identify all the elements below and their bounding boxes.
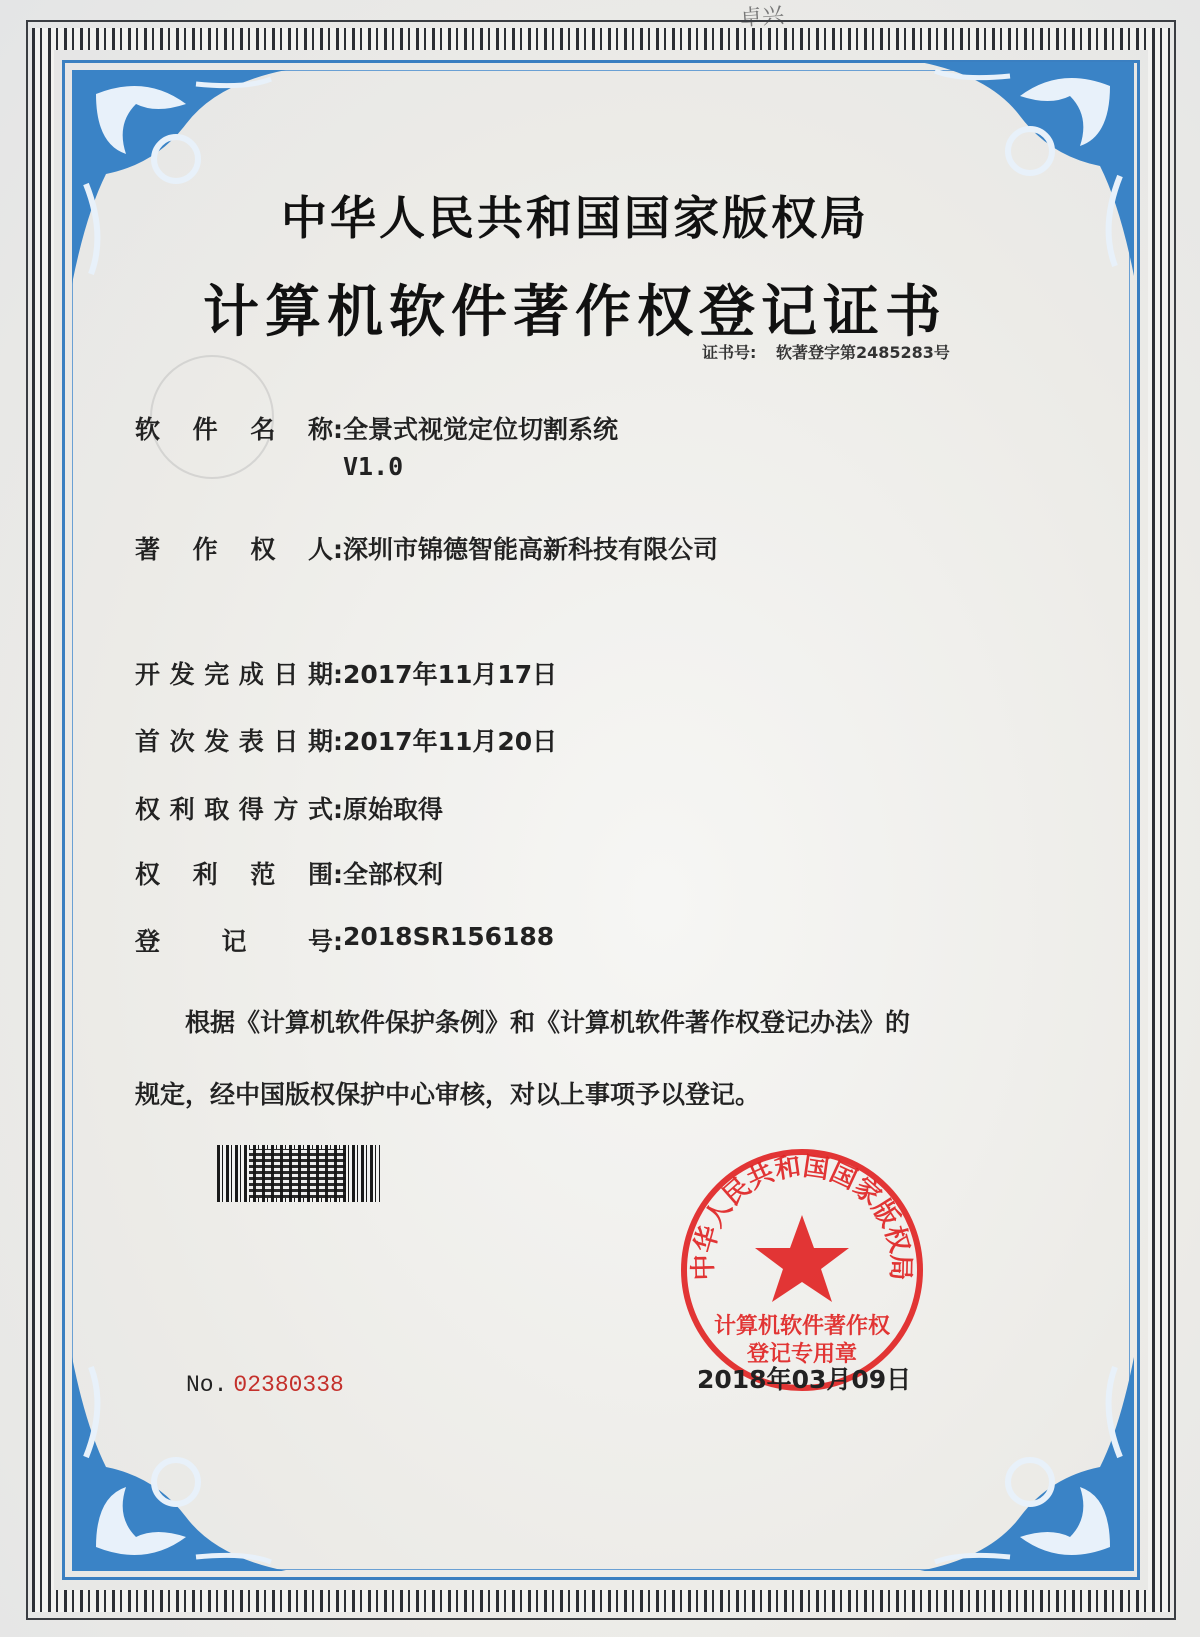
issuer-title: 中华人民共和国国家版权局 [281, 191, 869, 245]
field-label: 开 发 完 成 日 期: [135, 660, 343, 689]
software-name-value: 全景式视觉定位切割系统 [343, 415, 619, 444]
seal-inner-line2: 登记专用章 [746, 1342, 858, 1367]
field-completion-date [135, 655, 557, 691]
serial-prefix: No. [186, 1372, 228, 1398]
field-value-group [343, 410, 618, 481]
field-publication-date [135, 722, 557, 758]
field-software-name [135, 410, 618, 481]
field-label: 软 件 名 称: [135, 415, 343, 444]
registration-number-value: 2018SR156188 [343, 922, 555, 951]
serial-number [186, 1372, 344, 1398]
issue-date: 2018年03月09日 [697, 1365, 912, 1394]
corner-ornament-icon [66, 64, 296, 294]
acquisition-method-value: 原始取得 [343, 795, 444, 824]
field-registration-number [135, 922, 554, 958]
seal-star-icon [755, 1215, 849, 1302]
certificate-number-value: 软著登字第2485283号 [775, 343, 950, 362]
field-copyright-owner [135, 530, 718, 566]
field-label: 登 记 号: [135, 927, 343, 956]
seal-inner-line1: 计算机软件著作权 [713, 1314, 891, 1339]
field-label: 权 利 取 得 方 式: [135, 795, 343, 824]
field-label: 首 次 发 表 日 期: [135, 727, 343, 756]
certificate-title: 计算机软件著作权登记证书 [203, 280, 947, 345]
legal-basis-line2: 规定，经中国版权保护中心审核，对以上事项予以登记。 [135, 1080, 761, 1109]
software-version-value: V1.0 [343, 452, 404, 481]
completion-date-value: 2017年11月17日 [343, 660, 558, 689]
corner-ornament-icon [910, 56, 1140, 286]
qr-code-icon [249, 1149, 345, 1198]
field-acquisition-method [135, 790, 443, 826]
certificate-number [702, 340, 950, 363]
serial-value: 02380338 [233, 1372, 344, 1398]
corner-ornament-icon [910, 1347, 1140, 1577]
field-label: 权 利 范 围: [135, 860, 343, 889]
official-seal [677, 1145, 927, 1395]
copyright-owner-value: 深圳市锦德智能高新科技有限公司 [343, 535, 719, 564]
field-rights-scope [135, 855, 443, 891]
seal-outer-text: 中华人民共和国国家版权局 [688, 1151, 916, 1281]
publication-date-value: 2017年11月20日 [343, 727, 558, 756]
rights-scope-value: 全部权利 [343, 860, 444, 889]
field-label: 著 作 权 人: [135, 535, 343, 564]
legal-basis-line1: 根据《计算机软件保护条例》和《计算机软件著作权登记办法》的 [185, 1008, 911, 1037]
barcode-icon [217, 1145, 380, 1202]
certificate-number-label: 证书号: [702, 343, 757, 362]
handwritten-note: 卓兴 [739, 3, 785, 32]
